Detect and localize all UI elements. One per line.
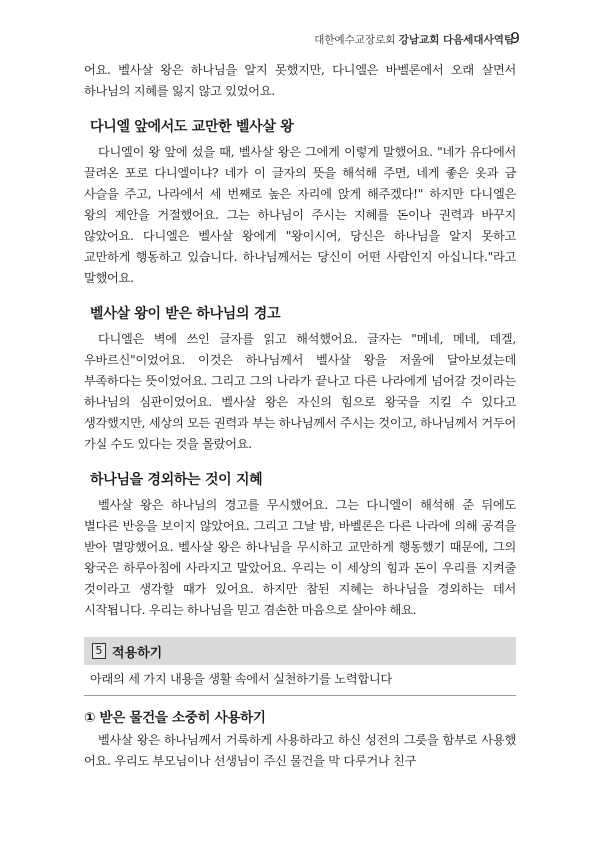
apply-description: 아래의 세 가지 내용을 생활 속에서 실천하기를 노력합니다 [84, 665, 516, 696]
section-title-2: 벨사살 왕이 받은 하나님의 경고 [90, 306, 281, 322]
section-title-1: 다니엘 앞에서도 교만한 벨사살 왕 [90, 119, 294, 135]
header-church: 강남교회 다음세대사역팀 [398, 34, 514, 46]
apply-label: 적용하기 [112, 645, 163, 661]
intro-paragraph: 어요. 벨사살 왕은 하나님을 알지 못했지만, 다니엘은 바벨론에서 오래 살면서 하나님의 지혜를 잃지 않고 있었어요. [84, 63, 516, 98]
apply-item-text-1: 벨사살 왕은 하나님께서 거룩하게 사용하라고 하신 성전의 그릇을 함부로 사용했어요. 우리도 부모님이나 선생님이 주신 물건을 막 다루거나 친구 [84, 733, 516, 768]
apply-section-bar [84, 637, 516, 665]
header-org: 대한예수교장로회 [314, 34, 396, 46]
page-header [290, 32, 514, 47]
section-text-1: 다니엘이 왕 앞에 섰을 때, 벨사살 왕은 그에게 이렇게 말했어요. "네가 유다에서 끌려온 포로 다니엘이냐? 네가 이 글자의 뜻을 해석해 주면, 네게 좋은 옷과 금 사슬을 주고, 나라에서 세 번째로 높은 자리에 앉게 해주겠다!" 하지만 다니엘은 왕의 제안을 거절했어요. 그는 하나님이 주시는 지혜를 돈이나 권력과 바꾸지 않았어요. 다니엘은 벨사살 왕에게 "왕이시여, 당신은 하나님을 알지 못하고 교만하게 행동하고 있습니다. 하나님께서는 당신이 어떤 사람인지 아십니다."라고 말했어요. [84, 145, 516, 285]
apply-number-badge: 5 [92, 643, 106, 659]
page-number: 9 [510, 29, 520, 47]
document-body [84, 60, 516, 772]
section-text-3: 벨사살 왕은 하나님의 경고를 무시했어요. 그는 다니엘이 해석해 준 뒤에도 별다른 반응을 보이지 않았어요. 그리고 그날 밤, 바벨론은 다른 나라에 의해 공격을 받아 멸망했어요. 벨사살 왕은 하나님을 무시하고 교만하게 행동했기 때문에, 그의 왕국은 하루아침에 사라지고 말았어요. 우리는 이 세상의 힘과 돈이 우리를 지켜줄 것이라고 생각할 때가 있어요. 하지만 참된 지혜는 하나님을 경외하는 데서 시작됩니다. 우리는 하나님을 믿고 겸손한 마음으로 살아야 해요. [84, 498, 516, 617]
section-title-3: 하나님을 경외하는 것이 지혜 [90, 472, 263, 488]
apply-item-title-1: ① 받은 물건을 소중히 사용하기 [84, 710, 266, 726]
section-text-2: 다니엘은 벽에 쓰인 글자를 읽고 해석했어요. 글자는 "메네, 메네, 데겔, 우바르신"이었어요. 이것은 하나님께서 벨사살 왕을 저울에 달아보셨는데 부족하다는 뜻이었어요. 그리고 그의 나라가 끝나고 다른 나라에게 넘어갈 것이라는 하나님의 심판이었어요. 벨사살 왕은 자신의 힘으로 왕국을 지킬 수 있다고 생각했지만, 세상의 모든 권력과 부는 하나님께서 주시는 것이고, 하나님께서 거두어 가실 수도 있다는 것을 몰랐어요. [84, 332, 516, 451]
